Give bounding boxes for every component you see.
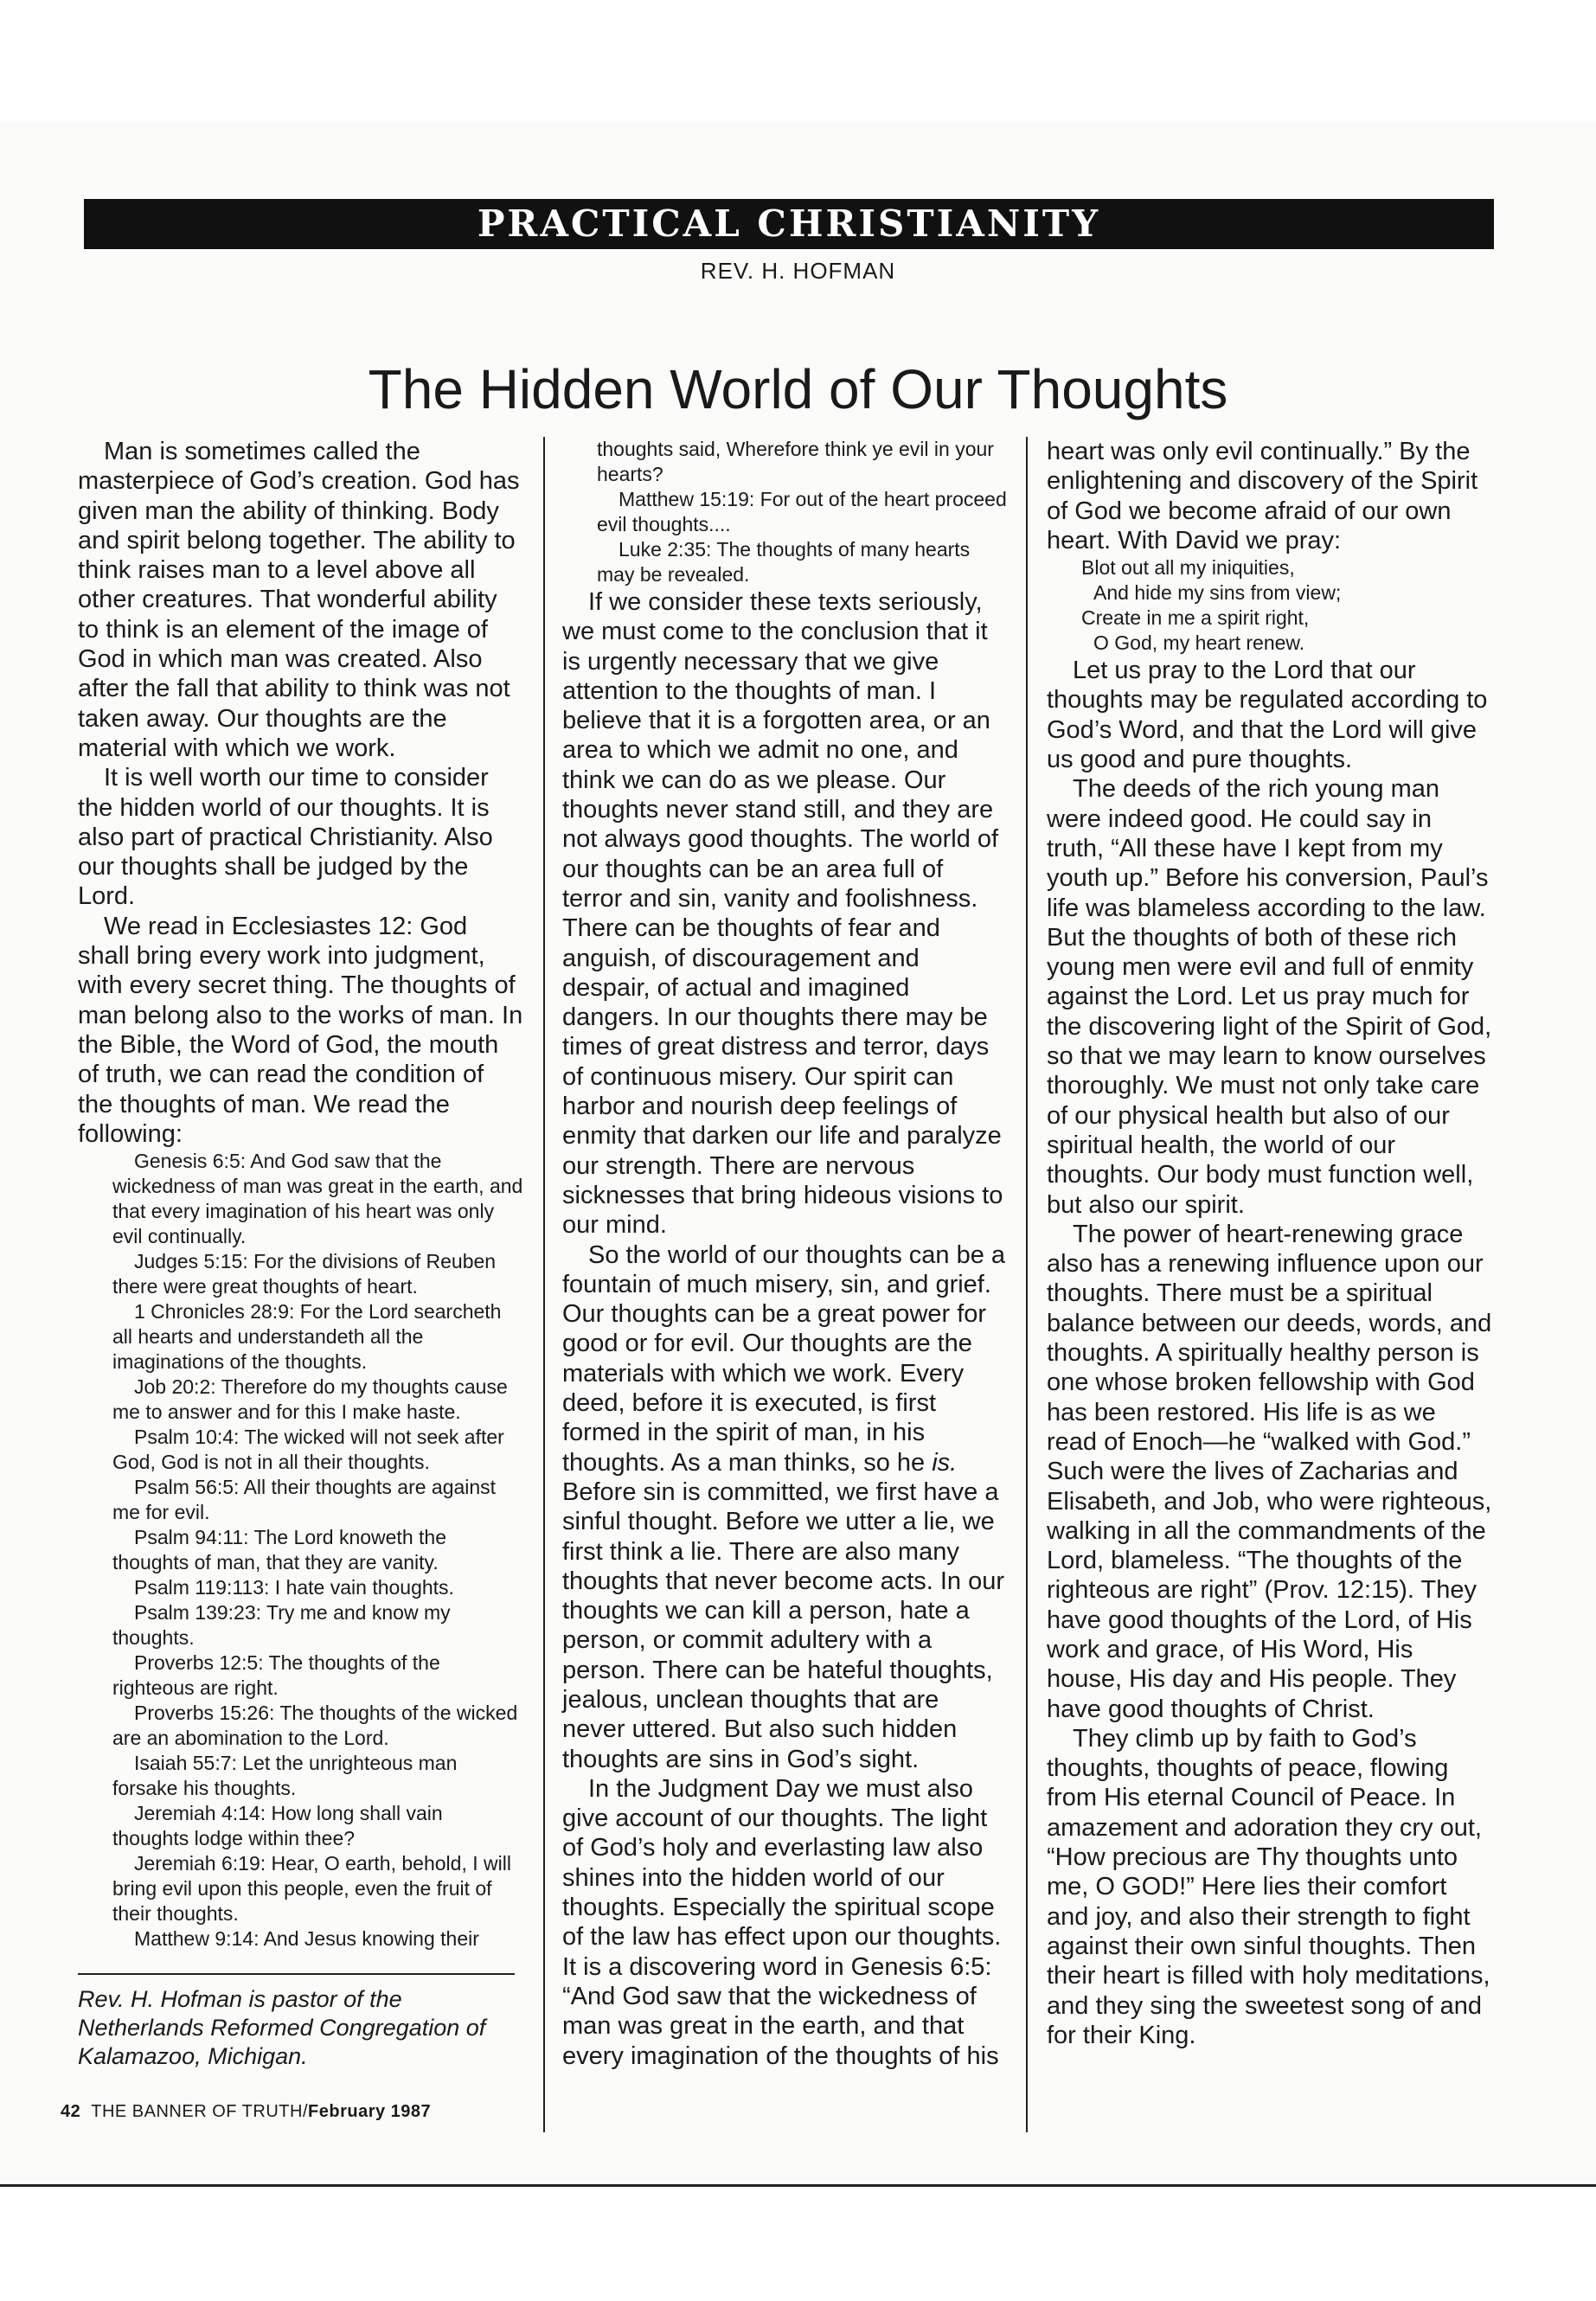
- column-3: [1047, 437, 1492, 2050]
- page-number: 42: [61, 2102, 81, 2121]
- scripture-reference: Genesis 6:5: And God saw that the wickedness of man was great in the earth, and that every imagination of his heart was only evil continually.: [112, 1150, 523, 1248]
- author-byline: REV. H. HOFMAN: [700, 258, 896, 284]
- scripture-reference: Proverbs 12:5: The thoughts of the righteous are right.: [112, 1651, 440, 1700]
- paragraph: Let us pray to the Lord that our thoughts may be regulated according to God’s Word, and that the Lord will give us good and pure thoughts.: [1047, 657, 1488, 774]
- issue-date: February 1987: [308, 2102, 432, 2121]
- paragraph: The deeds of the rich young man were indeed good. He could say in truth, “All these have I kept from my youth up.” Before his conversion, Paul’s life was blameless according to the law. But the thoughts of both of these rich young men were evil and full of enmity against the Lord. Let us pray much for the discovering light of the Spirit of God, so that we may learn to know ourselves thoroughly. We must not only take care of our physical health but also of our spiritual health, the world of our thoughts. Our body must function well, but also our spirit.: [1047, 775, 1492, 1219]
- publication-name: THE BANNER OF TRUTH/: [91, 2102, 309, 2121]
- scripture-reference: Psalm 119:113: I hate vain thoughts.: [134, 1576, 454, 1599]
- paragraph: It is well worth our time to consider the hidden world of our thoughts. It is also part of practical Christianity. Also our thoughts shall be judged by the Lord.: [78, 764, 493, 911]
- psalm-verse: [1047, 555, 1492, 656]
- scripture-reference: Isaiah 55:7: Let the unrighteous man forsake his thoughts.: [112, 1752, 458, 1800]
- scripture-reference: Psalm 139:23: Try me and know my thoughts.: [112, 1601, 451, 1650]
- column-1: [78, 437, 523, 1952]
- paragraph: If we consider these texts seriously, we must come to the conclusion that it is urgently necessary that we give attention to the thoughts of man. I believe that it is a forgotten area, or an area to which we admit no one, and think we can do as we please. Our thoughts never stand still, and they are not always good thoughts. The world of our thoughts can be an area full of terror and sin, vanity and foolishness. There can be thoughts of fear and anguish, of discouragement and despair, of actual and imagined dangers. In our thoughts there may be times of great distress and terror, days of continuous misery. Our spirit can harbor and nourish deep feelings of enmity that darken our life and paralyze our strength. There are nervous sicknesses that bring hideous visions to our mind.: [562, 588, 1003, 1240]
- paragraph: heart was only evil continually.” By the enlightening and discovery of the Spirit of God we become afraid of our own heart. With David we pray:: [1047, 438, 1478, 554]
- scripture-reference: Luke 2:35: The thoughts of many hearts may be revealed.: [597, 538, 971, 586]
- scripture-reference: Proverbs 15:26: The thoughts of the wicked are an abomination to the Lord.: [112, 1702, 518, 1750]
- scripture-reference: Psalm 56:5: All their thoughts are against me for evil.: [112, 1476, 497, 1524]
- author-note-divider: [78, 1973, 515, 1975]
- scripture-reference: 1 Chronicles 28:9: For the Lord searcheth all hearts and understandeth all the imaginations of the thoughts.: [112, 1300, 502, 1374]
- paragraph-text: So the world of our thoughts can be a fountain of much misery, sin, and grief. Our thoughts can be a great power for good or for evil. Our thoughts are the materials with which we work. Every deed, before it is executed, is first formed in the spirit of man, in his thoughts. As a man thinks, so he: [562, 1240, 1006, 1477]
- scripture-reference: Psalm 94:11: The Lord knoweth the thoughts of man, that they are vanity.: [112, 1526, 446, 1574]
- scripture-reference: Matthew 15:19: For out of the heart proceed evil thoughts....: [597, 488, 1007, 535]
- paragraph: Man is sometimes called the masterpiece of God’s creation. God has given man the ability of thinking. Body and spirit belong together. The ability to think raises man to a level above all other creatures. That wonderful ability to think is an element of the image of God in which man was created. Also after the fall that ability to think was not taken away. Our thoughts are the material with which we work.: [78, 438, 520, 762]
- column-2: [562, 437, 1008, 2071]
- scripture-reference: Psalm 10:4: The wicked will not seek after God, God is not in all their thoughts.: [112, 1426, 504, 1474]
- emphasis: is.: [932, 1448, 958, 1477]
- scripture-references: [78, 1149, 523, 1952]
- verse-line: And hide my sins from view;: [1093, 581, 1342, 605]
- verse-line: Blot out all my iniquities,: [1081, 556, 1295, 580]
- column-divider: [1026, 437, 1028, 2132]
- column-divider: [543, 437, 545, 2132]
- scripture-reference: Judges 5:15: For the divisions of Reuben there were great thoughts of heart.: [112, 1250, 497, 1298]
- scripture-reference: Jeremiah 6:19: Hear, O earth, behold, I will bring evil upon this people, even the fruit of their thoughts.: [112, 1852, 511, 1926]
- paragraph: They climb up by faith to God’s thoughts, thoughts of peace, flowing from His eternal Council of Peace. In amazement and adoration they cry out, “How precious are Thy thoughts unto me, O GOD!” Here lies their comfort and joy, and also their strength to fight against their own sinful thoughts. Then their heart is filled with holy meditations, and they sing the sweetest song of and for their King.: [1047, 1724, 1490, 2049]
- scripture-reference: thoughts said, Wherefore think ye evil in your hearts?: [597, 438, 994, 485]
- article-title: The Hidden World of Our Thoughts: [368, 358, 1228, 420]
- author-note: Rev. H. Hofman is pastor of the Netherlands Reformed Congregation of Kalamazoo, Michigan.: [78, 1986, 486, 2069]
- paragraph: [562, 1240, 1008, 1774]
- paragraph-text: Before sin is committed, we first have a sinful thought. Before we utter a lie, we first think a lie. There are also many thoughts that never become acts. In our thoughts we can kill a person, hate a person, or commit adultery with a person. There can be hateful thoughts, jealous, unclean thoughts that are never uttered. But also such hidden thoughts are sins in God’s sight.: [562, 1477, 1005, 1773]
- scripture-references: [562, 437, 1008, 587]
- scripture-reference: Matthew 9:14: And Jesus knowing their: [134, 1927, 479, 1951]
- paragraph: The power of heart-renewing grace also has a renewing influence upon our thoughts. There must be a spiritual balance between our deeds, words, and thoughts. A spiritually healthy person is one whose broken fellowship with God has been restored. His life is as we read of Enoch—he “walked with God.” Such were the lives of Zacharias and Elisabeth, and Job, who were righteous, walking in all the commandments of the Lord, blameless. “The thoughts of the righteous are right” (Prov. 12:15). They have good thoughts of the Lord, of His work and grace, of His Word, His house, His day and His people. They have good thoughts of Christ.: [1047, 1220, 1492, 1723]
- verse-line: Create in me a spirit right,: [1081, 606, 1310, 630]
- scripture-reference: Jeremiah 4:14: How long shall vain thoughts lodge within thee?: [112, 1802, 443, 1850]
- section-banner: PRACTICAL CHRISTIANITY: [84, 199, 1494, 249]
- verse-line: O God, my heart renew.: [1093, 631, 1305, 655]
- page-footer: [61, 2102, 431, 2122]
- paragraph: In the Judgment Day we must also give account of our thoughts. The light of God’s holy and everlasting law also shines into the hidden world of our thoughts. Especially the spiritual scope of the law has effect upon our thoughts. It is a discovering word in Genesis 6:5: “And God saw that the wickedness of man was great in the earth, and that every imagination of the thoughts of his: [562, 1774, 1002, 2070]
- scripture-reference: Job 20:2: Therefore do my thoughts cause me to answer and for this I make haste.: [112, 1375, 508, 1424]
- paragraph: We read in Ecclesiastes 12: God shall bring every work into judgment, with every secret thing. The thoughts of man belong also to the works of man. In the Bible, the Word of God, the mouth of truth, we can read the condition of the thoughts of man. We read the following:: [78, 912, 523, 1148]
